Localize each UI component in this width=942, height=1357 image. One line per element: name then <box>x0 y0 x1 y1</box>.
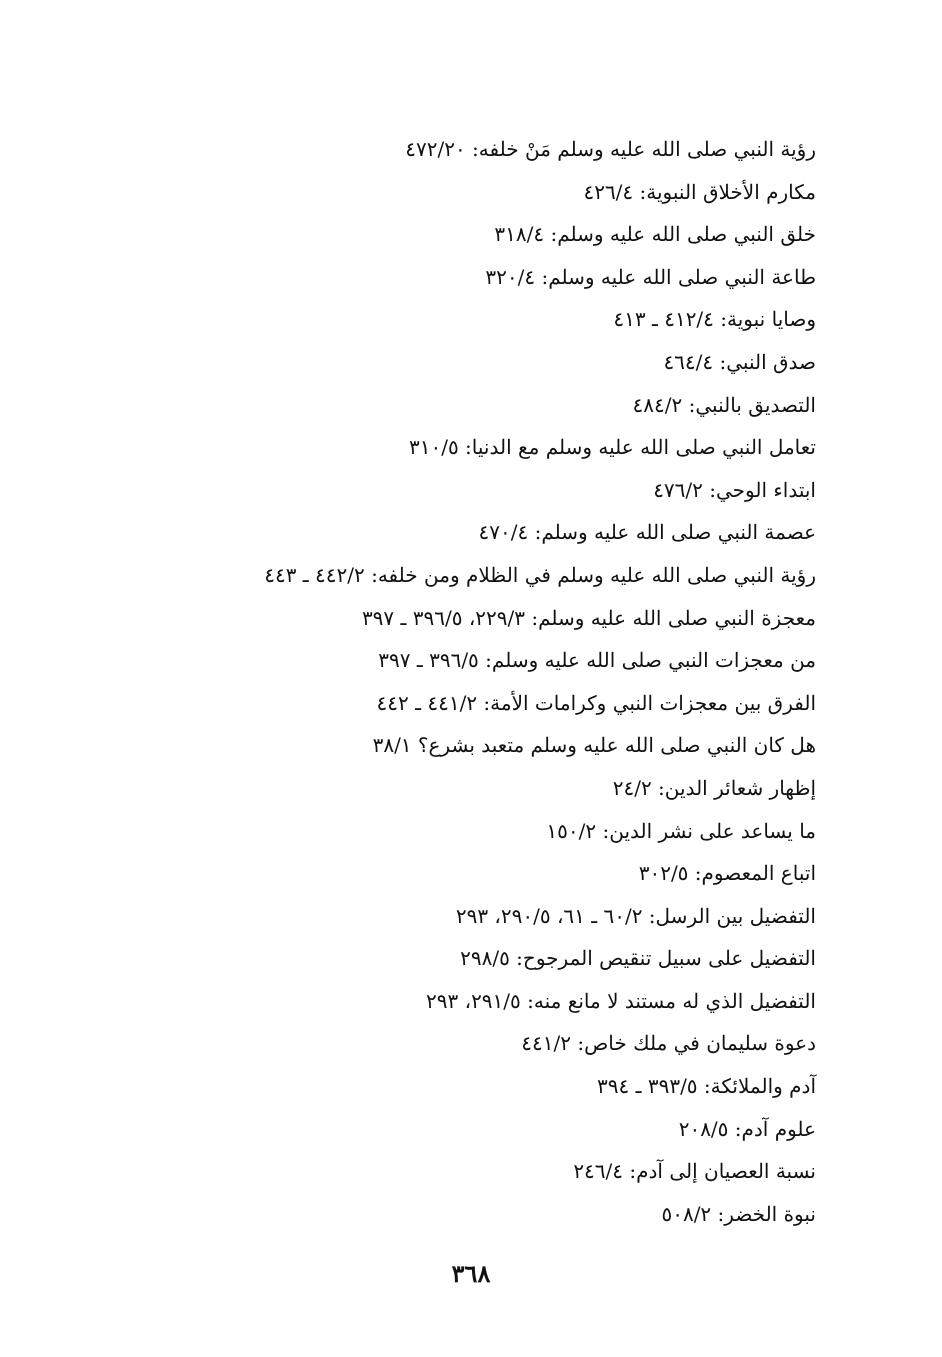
index-entry: تعامل النبي صلى الله عليه وسلم مع الدنيا: ٣١٠/٥ <box>408 435 816 460</box>
index-entry: من معجزات النبي صلى الله عليه وسلم: ٣٩٦/٥ ـ ٣٩٧ <box>378 648 816 673</box>
index-list <box>176 128 816 1235</box>
index-entry: طاعة النبي صلى الله عليه وسلم: ٣٢٠/٤ <box>485 264 816 289</box>
page-number: ٣٦٨ <box>451 1259 491 1288</box>
index-entry: اتباع المعصوم: ٣٠٢/٥ <box>638 861 816 886</box>
index-entry: رؤية النبي صلى الله عليه وسلم في الظلام ومن خلفه: ٤٤٢/٢ ـ ٤٤٣ <box>264 562 816 587</box>
index-entry: ابتداء الوحي: ٤٧٦/٢ <box>653 477 816 502</box>
index-entry: صدق النبي: ٤٦٤/٤ <box>663 349 816 374</box>
index-entry: ما يساعد على نشر الدين: ١٥٠/٢ <box>546 818 816 843</box>
index-entry: آدم والملائكة: ٣٩٣/٥ ـ ٣٩٤ <box>597 1074 816 1099</box>
index-entry: هل كان النبي صلى الله عليه وسلم متعبد بشرع؟ ٣٨/١ <box>372 733 816 758</box>
index-entry: إظهار شعائر الدين: ٢٤/٢ <box>612 775 816 800</box>
index-entry: عصمة النبي صلى الله عليه وسلم: ٤٧٠/٤ <box>478 520 816 545</box>
index-entry: التفضيل على سبيل تنقيص المرجوح: ٢٩٨/٥ <box>460 946 816 971</box>
index-entry: معجزة النبي صلى الله عليه وسلم: ٢٢٩/٣، ٣٩٦/٥ ـ ٣٩٧ <box>361 605 816 630</box>
index-entry: التصديق بالنبي: ٤٨٤/٢ <box>632 392 816 417</box>
index-entry: نسبة العصيان إلى آدم: ٢٤٦/٤ <box>573 1159 816 1184</box>
index-entry: التفضيل بين الرسل: ٦٠/٢ ـ ٦١، ٢٩٠/٥، ٢٩٣ <box>455 903 816 928</box>
index-entry: علوم آدم: ٢٠٨/٥ <box>678 1116 816 1141</box>
index-entry: خلق النبي صلى الله عليه وسلم: ٣١٨/٤ <box>494 222 816 247</box>
index-entry: مكارم الأخلاق النبوية: ٤٢٦/٤ <box>583 179 816 204</box>
index-entry: التفضيل الذي له مستند لا مانع منه: ٢٩١/٥، ٢٩٣ <box>426 988 816 1013</box>
index-entry: وصايا نبوية: ٤١٢/٤ ـ ٤١٣ <box>613 307 816 332</box>
index-entry: رؤية النبي صلى الله عليه وسلم مَنْ خلفه: ٤٧٢/٢٠ <box>405 137 816 161</box>
index-entry: نبوة الخضر: ٥٠٨/٢ <box>661 1201 816 1226</box>
index-entry: دعوة سليمان في ملك خاص: ٤٤١/٢ <box>521 1031 816 1056</box>
index-entry: الفرق بين معجزات النبي وكرامات الأمة: ٤٤١/٢ ـ ٤٤٢ <box>376 690 816 715</box>
